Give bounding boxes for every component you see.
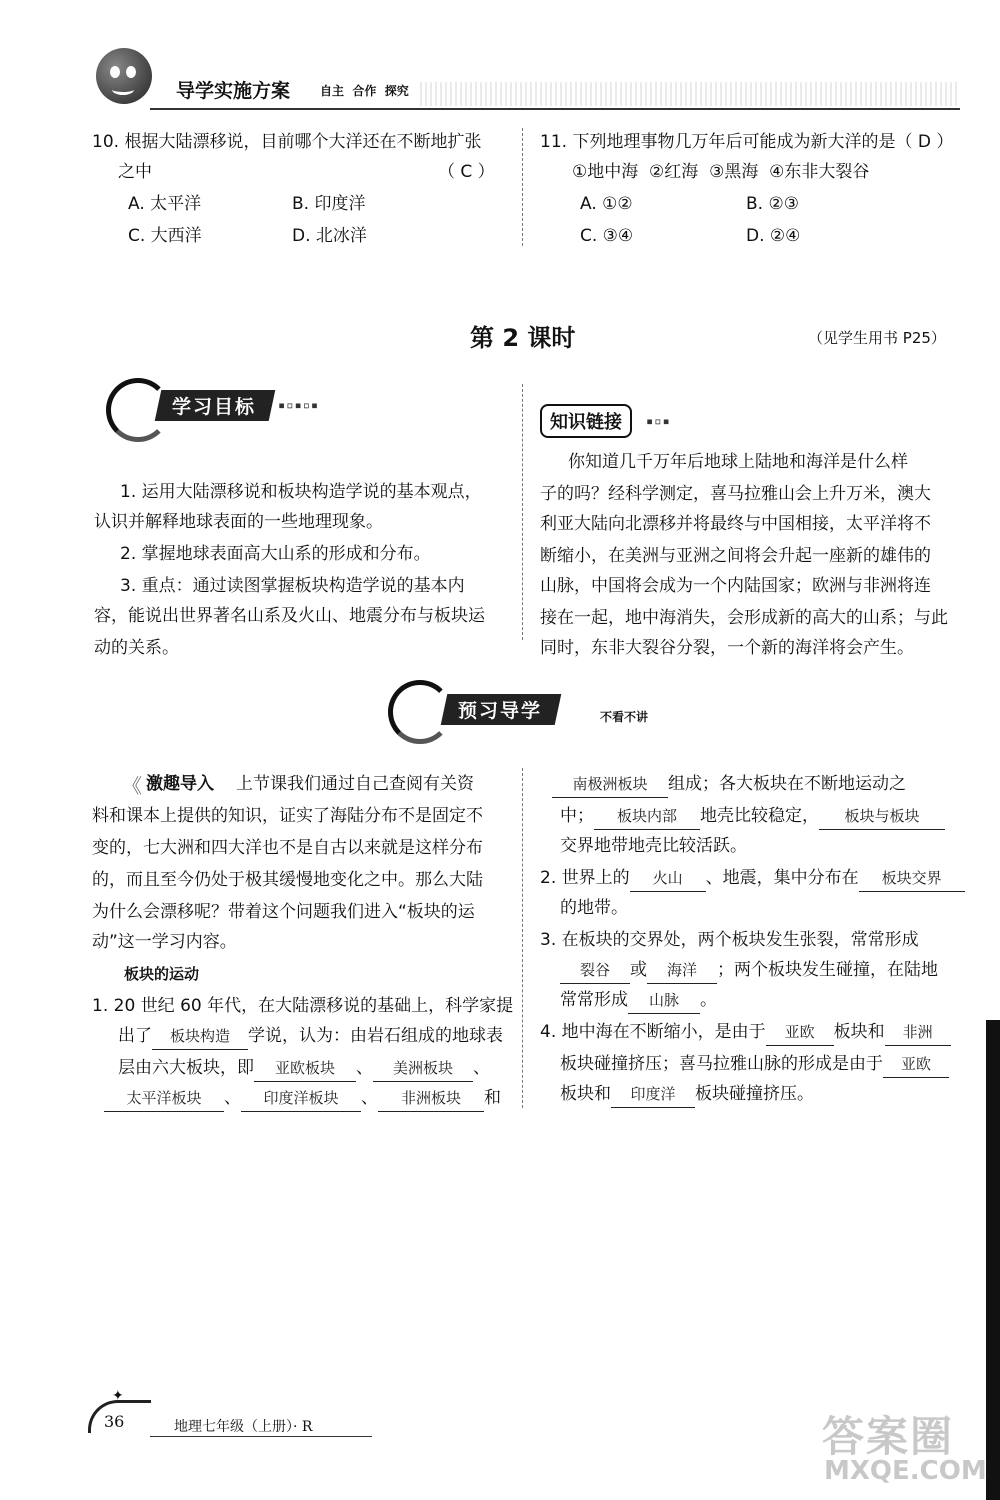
blank-africa-2[interactable]: 非洲: [885, 1019, 951, 1046]
bracket-icon: 《: [122, 774, 142, 798]
blank-eurasia[interactable]: 亚欧板块: [254, 1055, 356, 1082]
goals-line: 认识并解释地球表面的一些地理现象。: [94, 512, 383, 532]
item3-line2: 裂谷 或 海洋 ；两个板块发生碰撞，在陆地: [560, 954, 938, 986]
page-number: 36: [104, 1412, 125, 1431]
q10-option-a: A. 太平洋: [128, 194, 202, 214]
goals-line: 动的关系。: [94, 638, 179, 658]
intro-line: 的，而且至今仍处于极其缓慢地变化之中。那么大陆: [92, 870, 483, 890]
goals-line: 1. 运用大陆漂移说和板块构造学说的基本观点，: [120, 482, 482, 502]
q10-option-b: B. 印度洋: [292, 194, 366, 214]
intro-label: 激趣导入: [146, 774, 214, 794]
knowledge-line: 断缩小，在美洲与亚洲之间将会升起一座新的雄伟的: [540, 546, 931, 566]
column-divider-middle: [522, 384, 523, 640]
item1-line4: 太平洋板块 、 印度洋板块 、 非洲板块 和: [104, 1082, 501, 1114]
column-divider-top: [522, 128, 523, 246]
column-divider-bottom: [522, 768, 523, 1108]
goals-line: 容，能说出世界著名山系及火山、地震分布与板块运: [94, 606, 485, 626]
knowledge-line: 利亚大陆向北漂移并将最终与中国相接，太平洋将不: [540, 514, 931, 534]
item2-line1: 2. 世界上的 火山 、地震，集中分布在 板块交界: [540, 862, 965, 894]
item3-line3: 常常形成 山脉 。: [560, 984, 717, 1016]
blank-eurasia-3[interactable]: 亚欧: [883, 1051, 949, 1078]
blank-theory[interactable]: 板块构造: [152, 1023, 248, 1050]
blank-mountain[interactable]: 山脉: [628, 987, 700, 1014]
right-line3: 交界地带地壳比较活跃。: [560, 836, 747, 856]
preview-label: 预习导学: [458, 699, 543, 722]
item1-line3: 层由六大板块，即 亚欧板块 、 美洲板块 、: [118, 1052, 490, 1084]
item4-line2: 板块碰撞挤压；喜马拉雅山脉的形成是由于 亚欧: [560, 1048, 949, 1080]
blank-africa[interactable]: 非洲板块: [378, 1085, 484, 1112]
item1-line2: 出了 板块构造 学说，认为：由岩石组成的地球表: [118, 1020, 503, 1052]
q11-items: ①地中海 ②红海 ③黑海 ④东非大裂谷: [572, 162, 870, 182]
intro-line: 变的，七大洲和四大洋也不是自古以来就是这样分布: [92, 838, 483, 858]
goals-line: 2. 掌握地球表面高大山系的形成和分布。: [120, 544, 431, 564]
q10-option-d: D. 北冰洋: [292, 226, 367, 246]
blank-indian-2[interactable]: 印度洋: [611, 1081, 695, 1108]
knowledge-line: 接在一起，地中海消失，会形成新的高大的山系；与此: [540, 608, 948, 628]
blank-inner[interactable]: 板块内部: [594, 803, 700, 830]
item4-line1: 4. 地中海在不断缩小，是由于 亚欧 板块和 非洲: [540, 1016, 951, 1048]
item2-line2: 的地带。: [560, 898, 628, 918]
knowledge-line: 山脉，中国将会成为一个内陆国家；欧洲与非洲将连: [540, 576, 931, 596]
q10-answer: （ C ）: [438, 162, 495, 182]
knowledge-line: 子的吗？经科学测定，喜马拉雅山会上升万米，澳大: [540, 484, 931, 504]
preview-sub: 不看不讲: [600, 710, 649, 724]
blank-ocean[interactable]: 海洋: [647, 957, 717, 984]
preview-banner: [388, 676, 688, 740]
blank-volcano[interactable]: 火山: [630, 865, 706, 892]
lesson-title: 第 2 课时: [470, 324, 576, 352]
footer-book: 地理七年级（上册）· R: [174, 1419, 313, 1435]
item3-line1: 3. 在板块的交界处，两个板块发生张裂，常常形成: [540, 930, 919, 950]
intro-line: 为什么会漂移呢？带着这个问题我们进入“板块的运: [92, 902, 475, 922]
knowledge-label: 知识链接: [540, 404, 632, 438]
blank-rift[interactable]: 裂谷: [560, 957, 630, 984]
item1-line1: 1. 20 世纪 60 年代，在大陆漂移说的基础上，科学家提: [92, 996, 514, 1016]
header-rule: [150, 108, 960, 110]
page-edge-shadow: [986, 1020, 1000, 1500]
watermark-text: 答案圈: [822, 1412, 955, 1461]
q10-option-c: C. 大西洋: [128, 226, 202, 246]
blank-antarctic[interactable]: 南极洲板块: [552, 771, 668, 798]
intro-line: 料和课本上提供的知识，证实了海陆分布不是固定不: [92, 806, 483, 826]
goals-label: 学习目标: [172, 395, 257, 418]
q11-option-b: B. ②③: [746, 194, 799, 214]
blank-indian[interactable]: 印度洋板块: [241, 1085, 361, 1112]
star-icon: ✦: [112, 1388, 124, 1404]
q11-option-a: A. ①②: [580, 194, 633, 214]
knowledge-line: 同时，东非大裂谷分裂，一个新的海洋将会产生。: [540, 638, 914, 658]
q10-stem: 10. 根据大陆漂移说，目前哪个大洋还在不断地扩张: [92, 132, 482, 152]
right-line2: 中； 板块内部 地壳比较稳定， 板块与板块: [560, 800, 945, 832]
plate-heading: 板块的运动: [124, 965, 200, 983]
header-shade: [420, 82, 960, 106]
dots-decoration: ▪▫▪: [646, 414, 671, 428]
footer-rule: [150, 1436, 372, 1437]
dots-decoration: ▪▫▪▫▪: [278, 398, 320, 412]
blank-america[interactable]: 美洲板块: [373, 1055, 473, 1082]
lesson-reference: （见学生用书 P25）: [808, 329, 946, 347]
intro-line: 动”这一学习内容。: [92, 932, 237, 952]
q11-option-c: C. ③④: [580, 226, 634, 246]
blank-pacific[interactable]: 太平洋板块: [104, 1085, 224, 1112]
right-line1: 南极洲板块 组成；各大板块在不断地运动之: [552, 768, 906, 800]
goals-line: 3. 重点：通过读图掌握板块构造学说的基本内: [120, 576, 465, 596]
item4-line3: 板块和 印度洋 板块碰撞挤压。: [560, 1078, 814, 1110]
blank-eurasia-2[interactable]: 亚欧: [766, 1019, 834, 1046]
header-title: 导学实施方案: [176, 80, 291, 102]
intro-first: 上节课我们通过自己查阅有关资: [236, 774, 474, 794]
blank-boundary[interactable]: 板块交界: [859, 865, 965, 892]
header-tags: 自主 合作 探究: [320, 84, 409, 98]
mascot-icon: [96, 48, 152, 104]
watermark-url: MXQE.COM: [824, 1456, 987, 1486]
blank-between[interactable]: 板块与板块: [819, 803, 945, 830]
q11-option-d: D. ②④: [746, 226, 801, 246]
goals-banner: [96, 376, 516, 436]
q10-stem-line2: 之中: [118, 162, 152, 182]
q11-stem: 11. 下列地理事物几万年后可能成为新大洋的是（ D ）: [540, 132, 954, 152]
knowledge-line: 你知道几千万年后地球上陆地和海洋是什么样: [568, 452, 908, 472]
